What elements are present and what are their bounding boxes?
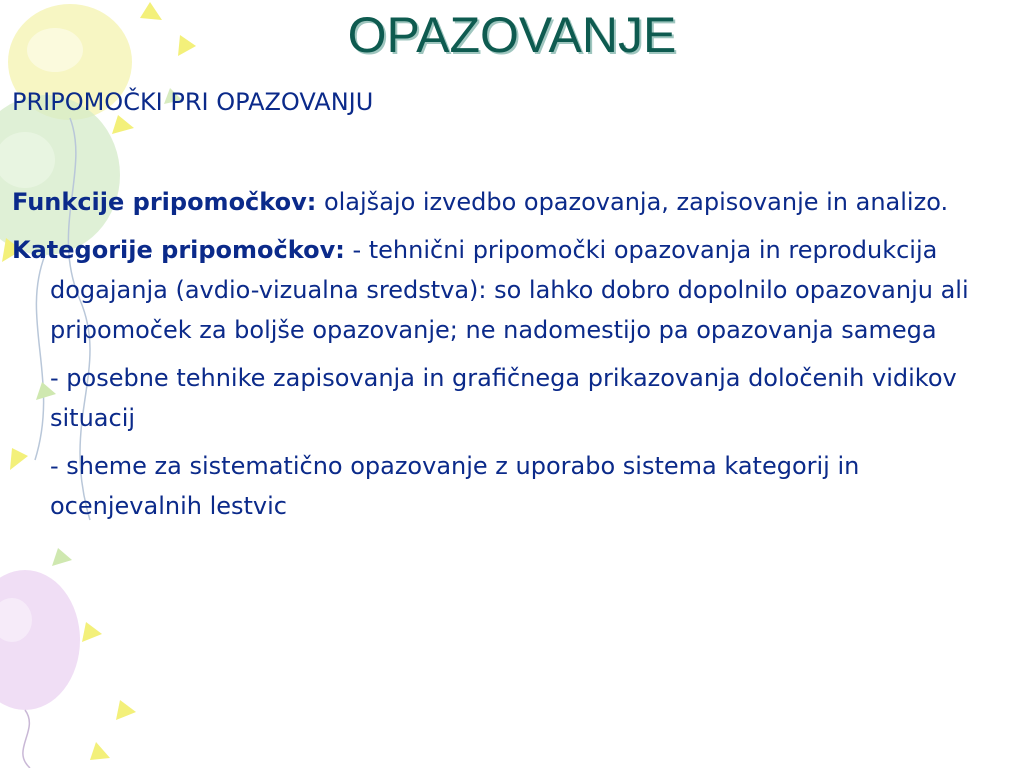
categories-label: Kategorije pripomočkov: [12, 236, 345, 264]
categories-item-2: - posebne tehnike zapisovanja in grafičnega prikazovanja določenih vidikov situacij [50, 364, 957, 432]
categories-item-3: - sheme za sistematično opazovanje z uporabo sistema kategorij in ocenjevalnih lestvic [50, 452, 860, 520]
categories-text: - tehnični pripomočki opazovanja in reprodukcija dogajanja (avdio-vizualna sredstva): so lahko dobro dopolnilo opazovanju ali pripomoček za boljše opazovanje; ne nadomestijo pa opazovanja samega [50, 236, 969, 344]
slide-subtitle: PRIPOMOČKI PRI OPAZOVANJU [12, 88, 374, 116]
functions-text: olajšajo izvedbo opazovanja, zapisovanje in analizo. [316, 188, 949, 216]
categories-paragraph [12, 230, 1012, 350]
functions-label: Funkcije pripomočkov: [12, 188, 317, 216]
functions-paragraph [12, 182, 1012, 222]
slide-title: OPAZOVANJE [347, 7, 677, 63]
slide-body [12, 182, 1012, 534]
